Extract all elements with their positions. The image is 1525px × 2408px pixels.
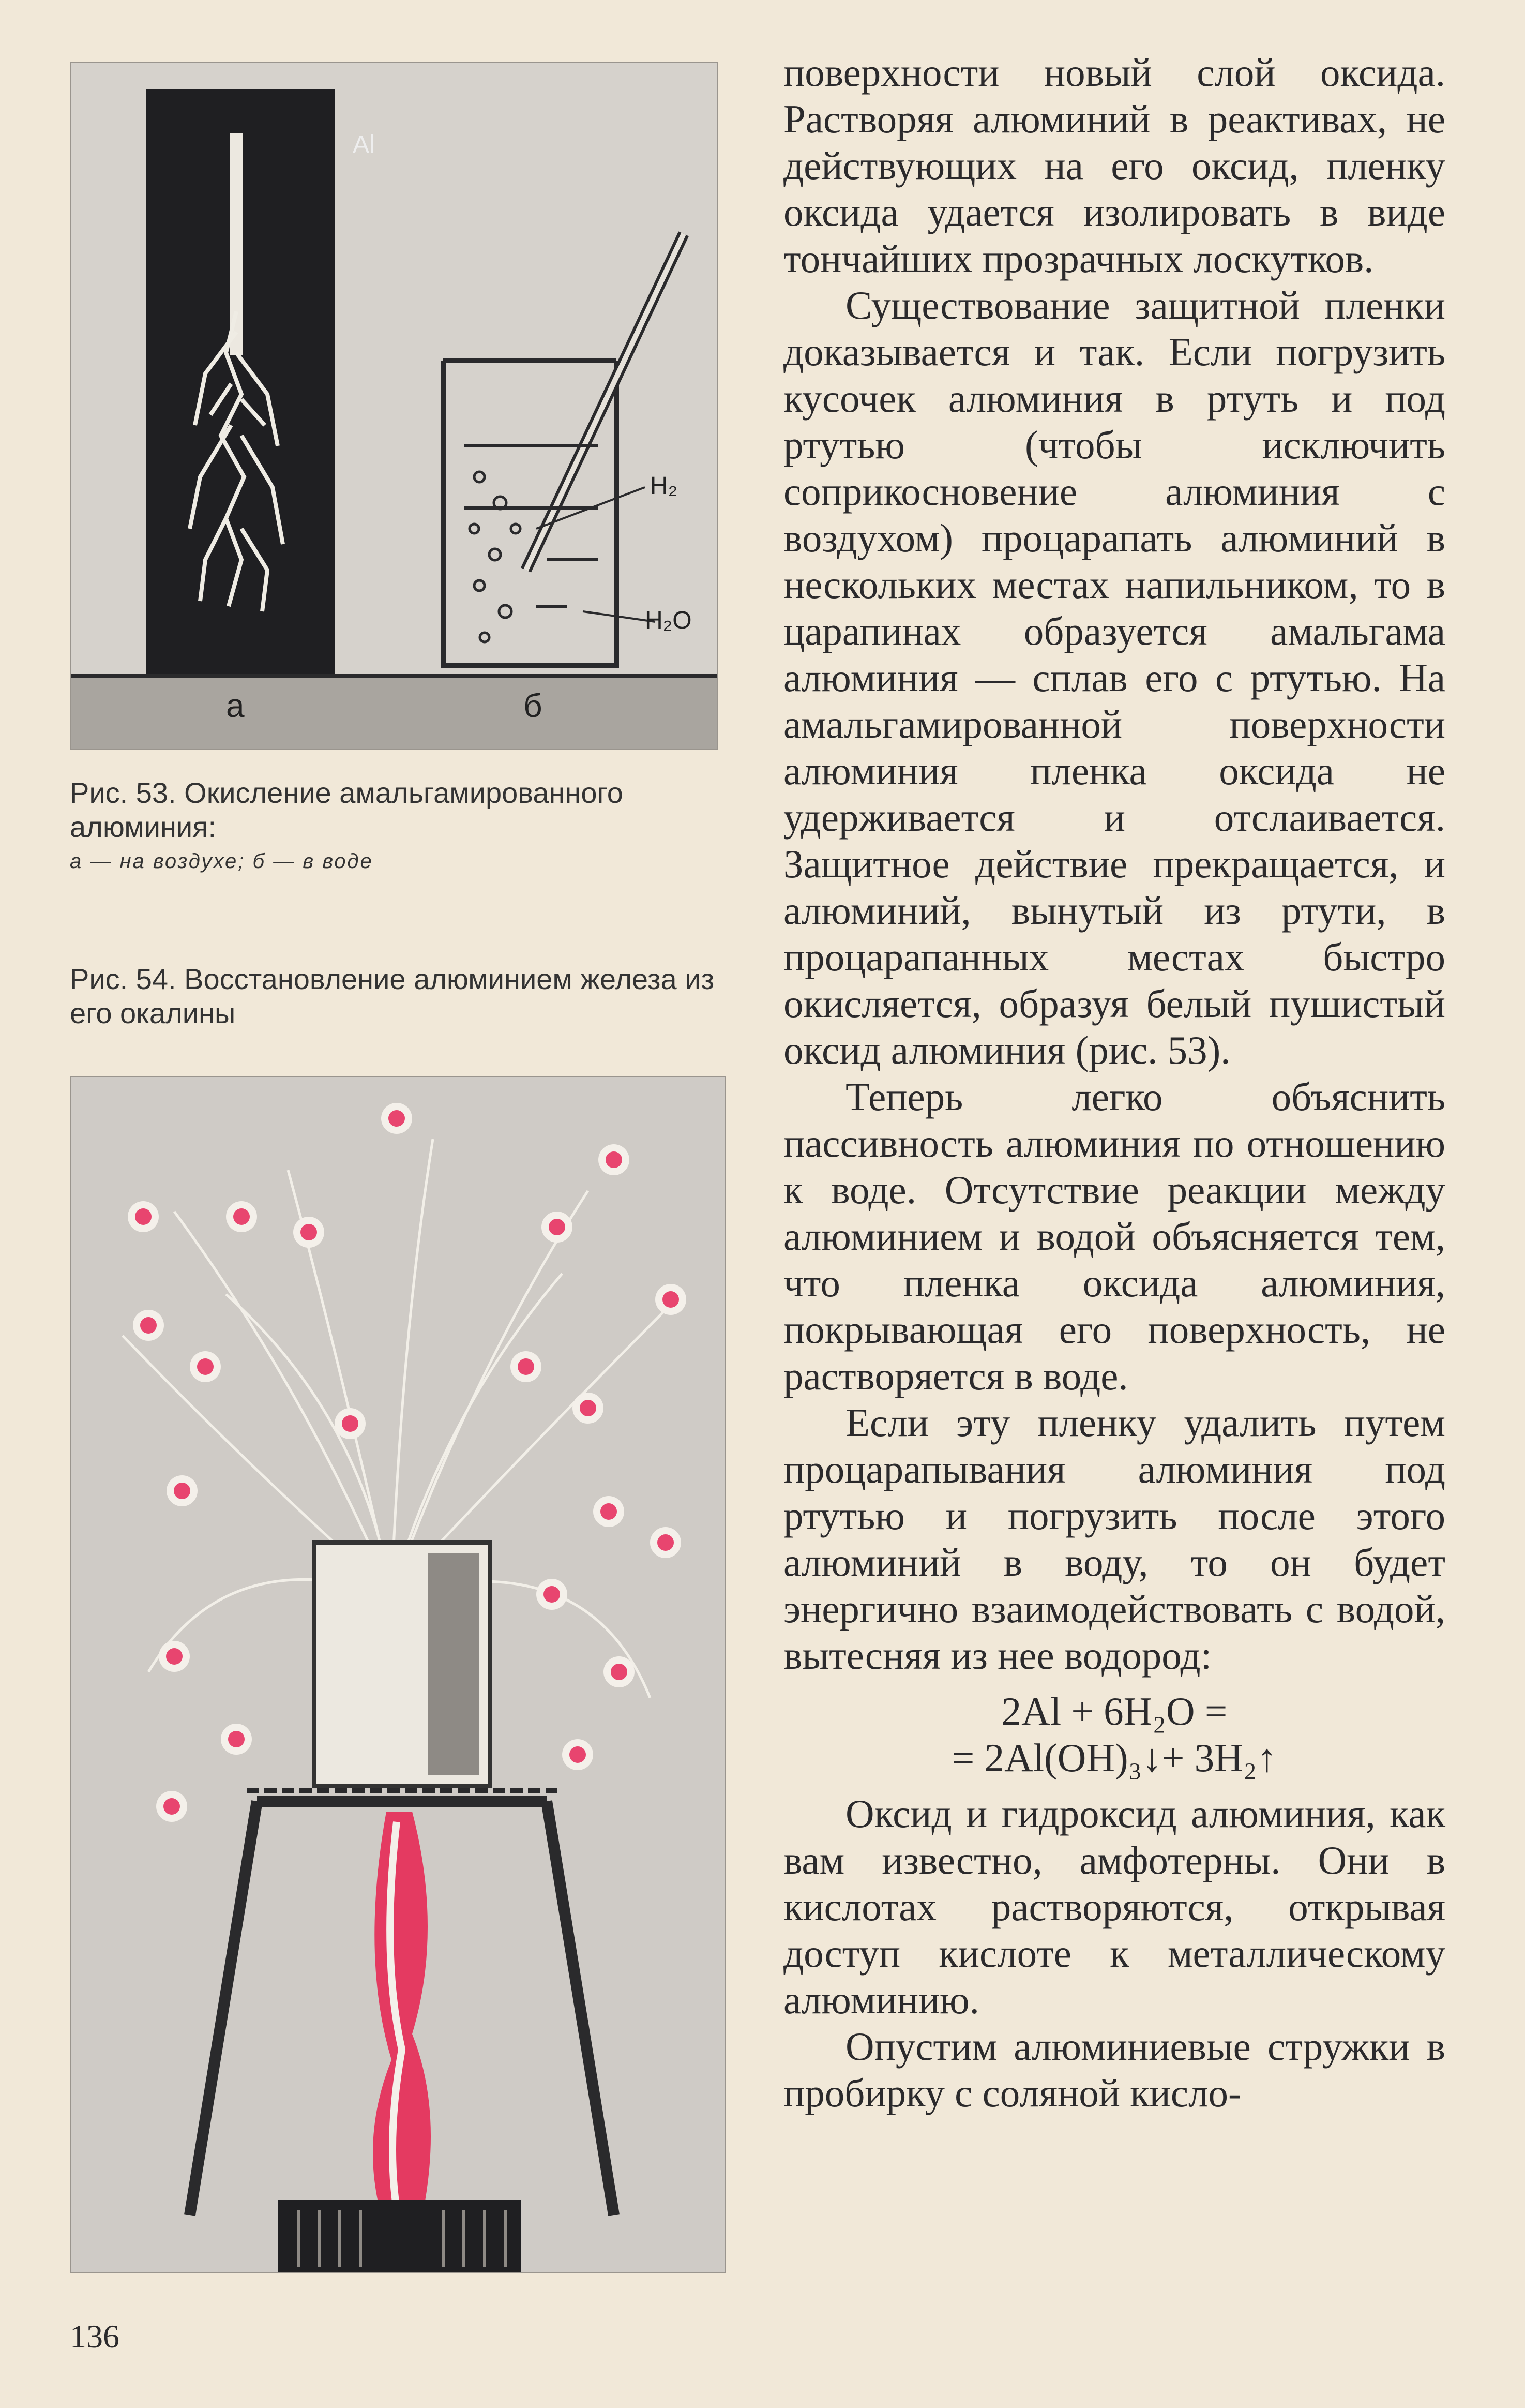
paragraph-2: Существование защитной пленки доказывается и так. Если погрузить кусочек алюминия в ртуть и под ртутью (чтобы исключить соприкосновение алюминия с воздухом) процарапать алюминий в нескольких местах напильником, то в царапинах образуется амальгама алюминия — сплав его с ртутью. На амальгамированной поверхности алюминия пленка оксида не удерживается и отслаивается. Защитное действие прекращается, и алюминий, вынутый из ртути, в процарапанных местах быстро окисляется, образуя белый пушистый оксид алюминия (рис. 53). — [783, 283, 1445, 1072]
page-number: 136 — [70, 2318, 119, 2355]
table-surface — [71, 676, 717, 749]
figure-53-caption: Рис. 53. Окисление амальгамированного алюминия: — [70, 776, 623, 843]
figure-54-caption: Рис. 54. Восстановление алюминием железа из его окалины — [70, 963, 715, 1029]
label-h2o: H₂O — [645, 607, 692, 634]
figure-53 — [70, 62, 718, 750]
paragraph-3: Теперь легко объяснить пассивность алюминия по отношению к воде. Отсутствие реакции между алюминием и водой объясняется тем, что пленка оксида алюминия, покрывающая его поверхность, не растворяется в воде. — [783, 1074, 1445, 1398]
equation-line-1: 2Al + 6H₂O = — [1001, 1689, 1228, 1733]
figure-53-drawing — [71, 63, 717, 749]
main-text-column — [783, 49, 1445, 2116]
figure-53-subcaption: а — на воздухе; б — в воде — [70, 850, 373, 873]
crucible-shadow — [428, 1553, 479, 1775]
label-h2: H₂ — [650, 472, 678, 500]
label-al: Al — [353, 131, 375, 158]
paragraph-6: Опустим алюминиевые стружки в пробирку с соляной кисло- — [783, 2024, 1445, 2115]
paragraph-1: поверхности новый слой оксида. Растворяя алюминий в реактивах, не действующих на его оксид, пленку оксида удается изолировать в виде тончайших прозрачных лоскутков. — [783, 50, 1445, 281]
figure-54-caption-block — [70, 962, 742, 1030]
paragraph-5: Оксид и гидроксид алюминия, как вам известно, амфотерны. Они в кислотах растворяются, открывая доступ кислоте к металлическому алюминию. — [783, 1791, 1445, 2022]
equation-line-2: = 2Al(OH)₃↓+ 3H₂↑ — [952, 1736, 1277, 1780]
figure-54 — [70, 1076, 726, 2273]
figure-54-drawing — [71, 1077, 725, 2272]
equation — [783, 1688, 1445, 1781]
figure-53-caption-block — [70, 776, 742, 874]
label-a: а — [226, 687, 245, 724]
paragraph-4: Если эту пленку удалить путем процарапывания алюминия под ртутью и погрузить после этого алюминий в воду, то он будет энергично взаимодействовать с водой, вытесняя из нее водород: — [783, 1400, 1445, 1678]
label-b: б — [523, 687, 542, 724]
